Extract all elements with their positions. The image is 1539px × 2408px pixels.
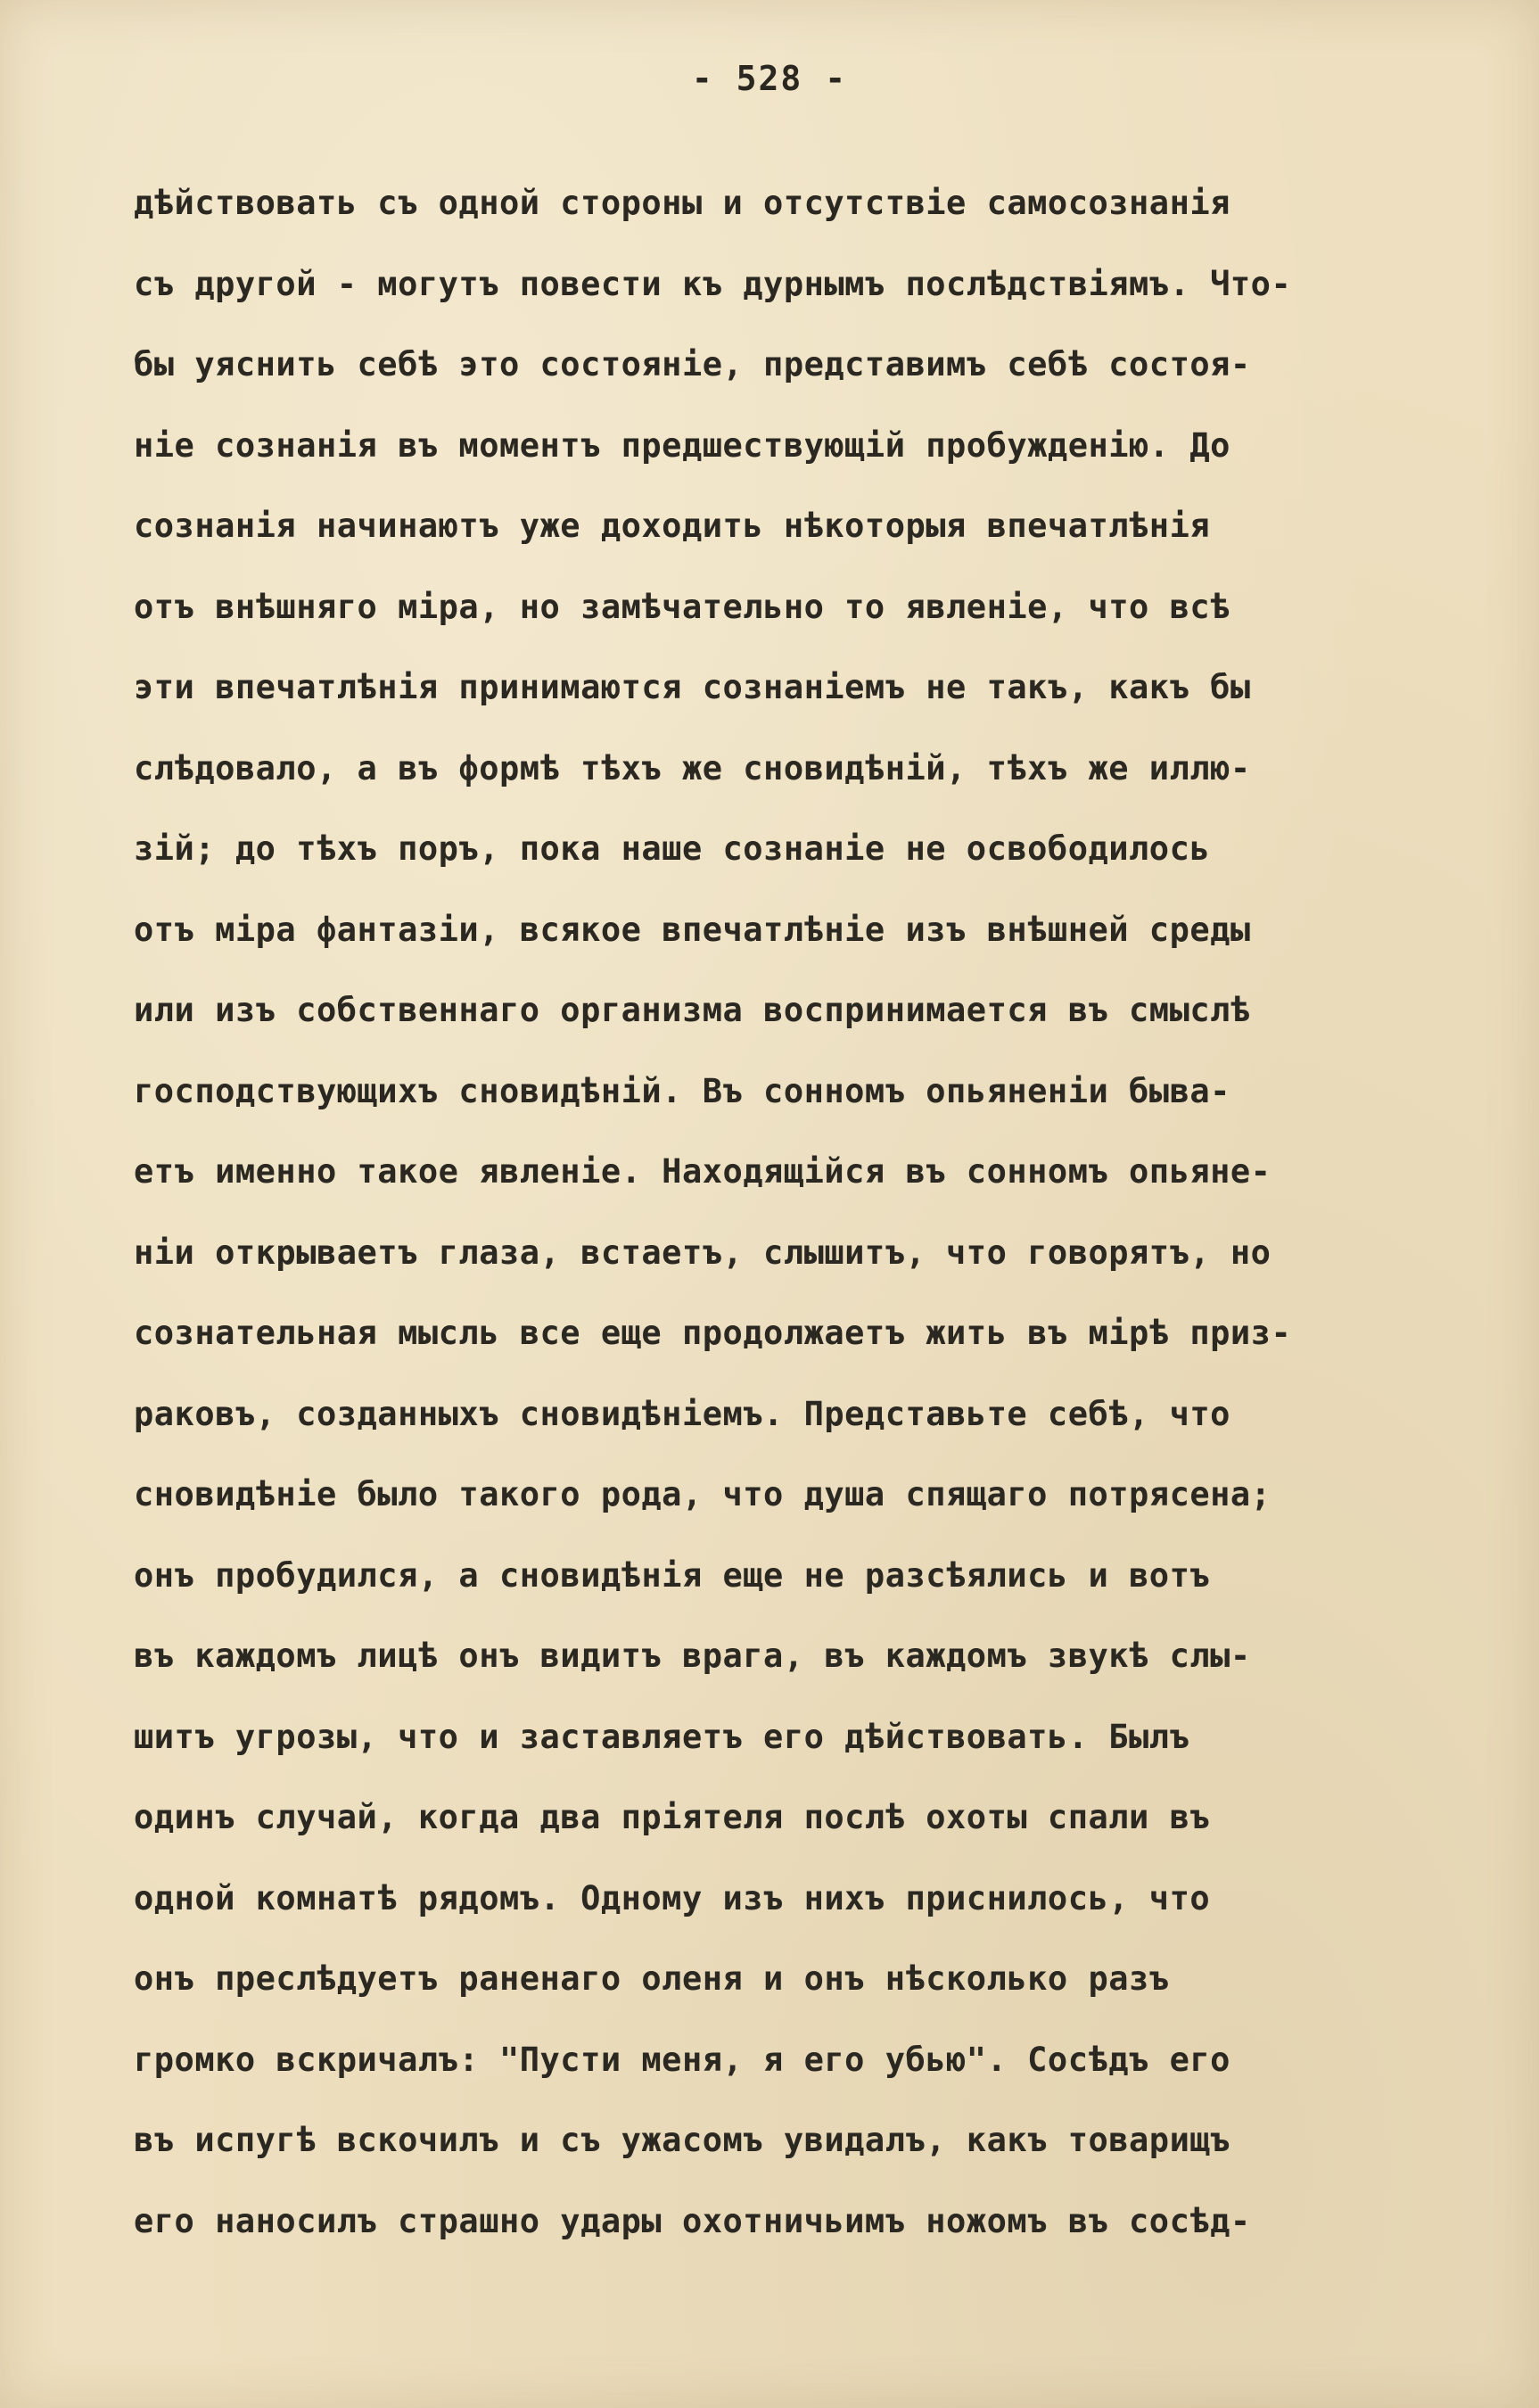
page-number: - 528 - — [691, 59, 848, 98]
text-line: съ другой - могутъ повести къ дурнымъ послѣдствіямъ. Что- — [134, 264, 1292, 303]
text-line: господствующихъ сновидѣній. Въ сонномъ опьяненіи быва- — [134, 1071, 1230, 1110]
text-line: отъ міра фантазіи, всякое впечатлѣніе изъ внѣшней среды — [134, 910, 1251, 949]
text-line: бы уяснить себѣ это состояніе, представимъ себѣ состоя- — [134, 345, 1251, 383]
text-line: сознательная мысль все еще продолжаетъ жить въ мірѣ приз- — [134, 1314, 1292, 1352]
body-text — [134, 177, 1498, 2275]
text-line: онъ пробудился, а сновидѣнія еще не разсѣялись и вотъ — [134, 1555, 1211, 1595]
text-line: въ испугѣ вскочилъ и съ ужасомъ увидалъ, какъ товарищъ — [134, 2121, 1230, 2159]
text-line: сознанія начинаютъ уже доходить нѣкоторыя впечатлѣнія — [134, 507, 1211, 545]
text-line: громко вскричалъ: "Пусти меня, я его убью". Сосѣдъ его — [134, 2040, 1230, 2079]
text-line: отъ внѣшняго міра, но замѣчательно то явленіе, что всѣ — [134, 587, 1230, 626]
text-line: слѣдовало, а въ формѣ тѣхъ же сновидѣній, тѣхъ же иллю- — [134, 748, 1251, 788]
text-line: шитъ угрозы, что и заставляетъ его дѣйствовать. Былъ — [134, 1717, 1190, 1756]
text-line: сновидѣніе было такого рода, что душа спящаго потрясена; — [134, 1475, 1272, 1513]
text-line: или изъ собственнаго организма воспринимается въ смыслѣ — [134, 991, 1251, 1029]
text-line: етъ именно такое явленіе. Находящійся въ сонномъ опьяне- — [134, 1152, 1272, 1191]
text-line: раковъ, созданныхъ сновидѣніемъ. Представьте себѣ, что — [134, 1394, 1230, 1433]
text-line: эти впечатлѣнія принимаются сознаніемъ не такъ, какъ бы — [134, 668, 1251, 706]
text-line: ніе сознанія въ моментъ предшествующій пробужденію. До — [134, 425, 1230, 465]
text-line: ніи открываетъ глаза, встаетъ, слышитъ, что говорятъ, но — [134, 1233, 1272, 1272]
text-line: дѣйствовать съ одной стороны и отсутствіе самосознанія — [134, 184, 1230, 222]
text-line: одной комнатѣ рядомъ. Одному изъ нихъ приснилось, что — [134, 1878, 1211, 1917]
text-line: его наносилъ страшно удары охотничьимъ ножомъ въ сосѣд- — [134, 2201, 1251, 2240]
text-line: въ каждомъ лицѣ онъ видитъ врага, въ каждомъ звукѣ слы- — [134, 1637, 1251, 1675]
text-line: одинъ случай, когда два пріятеля послѣ охоты спали въ — [134, 1798, 1211, 1836]
text-line: зій; до тѣхъ поръ, пока наше сознаніе не освободилось — [134, 829, 1211, 868]
text-line: онъ преслѣдуетъ раненаго оленя и онъ нѣсколько разъ — [134, 1959, 1170, 1998]
